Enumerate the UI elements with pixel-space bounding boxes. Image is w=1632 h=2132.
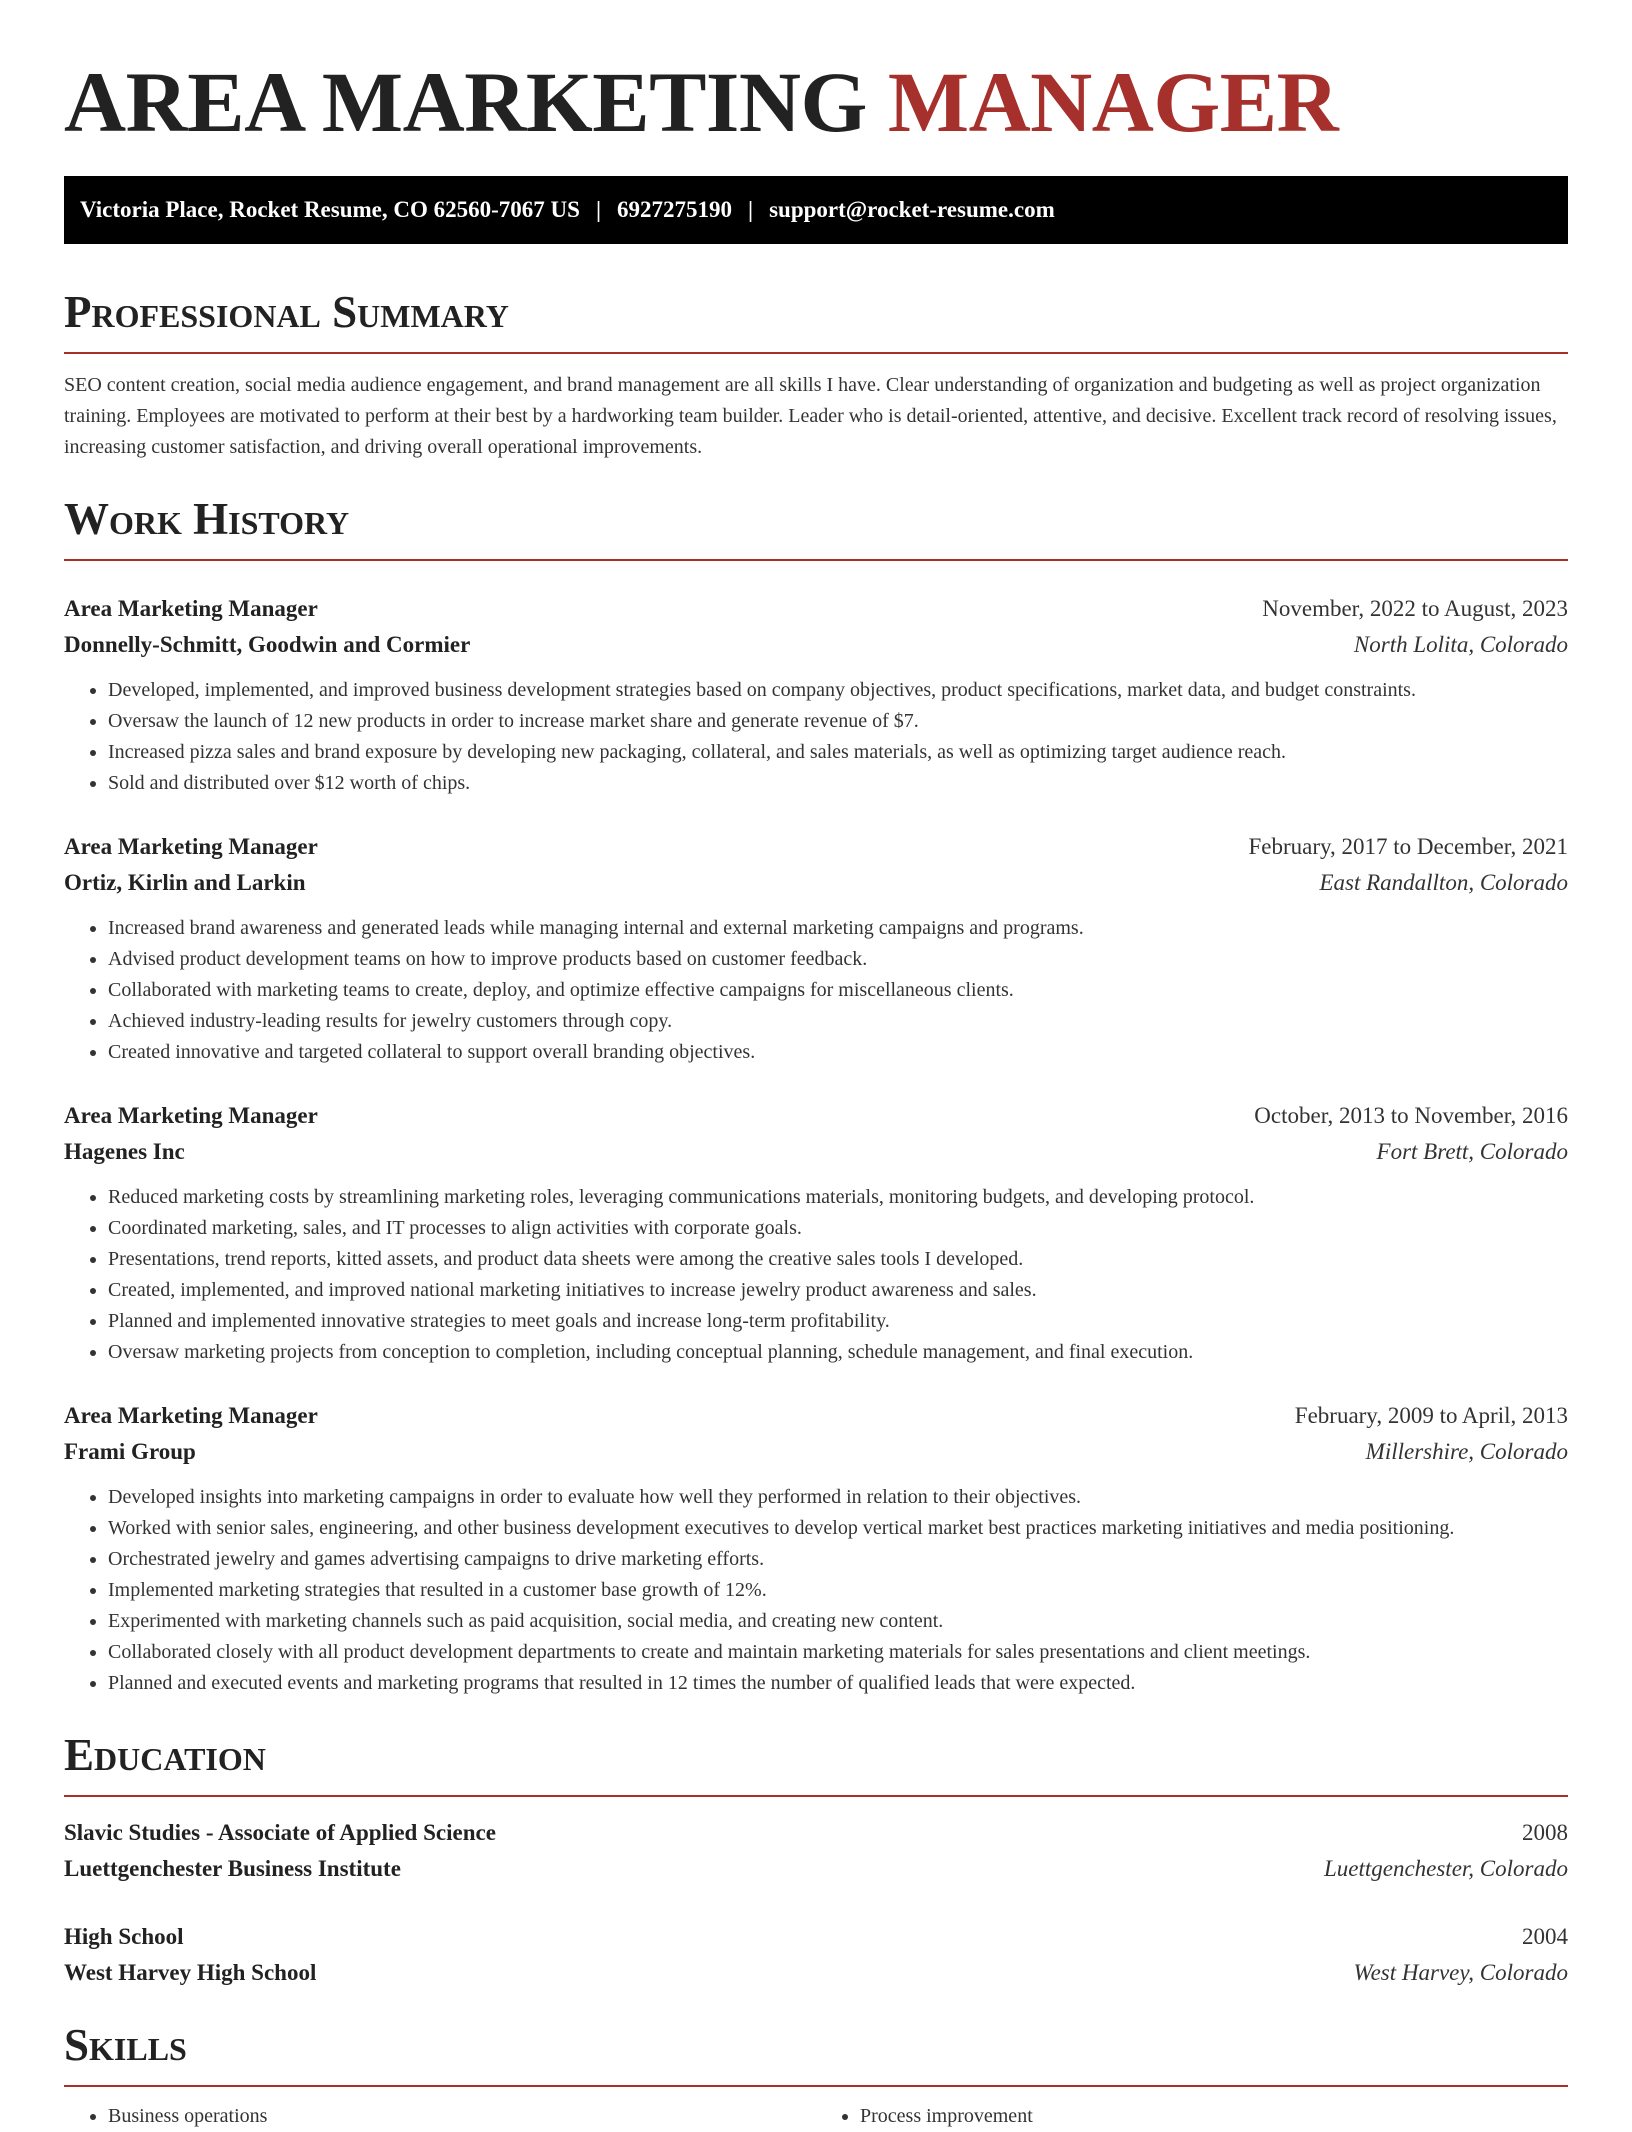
job-company: Hagenes Inc [64,1139,185,1164]
job-entry [64,1098,1568,1368]
title-main: AREA MARKETING [64,54,867,150]
summary-text: SEO content creation, social media audience engagement, and brand management are all skills I have. Clear understanding of organization and budgeting as well as project organization training. Employees are motivated to perform at their best by a hardworking team builder. Leader who is detail-oriented, attentive, and decisive. Excellent track record of resolving issues, increasing customer satisfaction, and driving overall operational improvements. [64,374,1557,458]
job-location: Fort Brett, Colorado [1376,1139,1568,1164]
job-bullet: • Coordinated marketing, sales, and IT processes to align activities with corporate goals. [108,1213,1568,1244]
job-location: North Lolita, Colorado [1353,632,1568,657]
section-divider [64,352,1568,354]
job-bullets [64,913,1568,1068]
skills-column-left [64,2101,816,2132]
resume-title [64,0,1568,152]
skills-column-right [816,2101,1568,2132]
job-header-row [64,1098,1568,1134]
job-company-row [64,627,1568,663]
job-bullet: • Increased pizza sales and brand exposure by developing new packaging, collateral, and sales materials, as well as optimizing target audience reach. [108,737,1568,768]
skills-section [64,2019,1568,2132]
education-entry [64,1815,1568,1887]
summary-section [64,286,1568,463]
skills-list [64,2101,1568,2132]
job-company-row [64,1134,1568,1170]
job-bullet: • Experimented with marketing channels such as paid acquisition, social media, and creating new content. [108,1606,1568,1637]
job-bullet: • Planned and implemented innovative strategies to meet goals and increase long-term profitability. [108,1306,1568,1337]
job-bullet: • Oversaw the launch of 12 new products in order to increase market share and generate revenue of $7. [108,706,1568,737]
section-divider [64,2085,1568,2087]
section-divider [64,1795,1568,1797]
education-school-row [64,1851,1568,1887]
education-degree-row [64,1815,1568,1851]
job-bullet: • Reduced marketing costs by streamlining marketing roles, leveraging communications materials, monitoring budgets, and developing protocol. [108,1182,1568,1213]
job-bullet: • Worked with senior sales, engineering, and other business development executives to develop vertical market best practices marketing initiatives and media positioning. [108,1513,1568,1544]
job-bullets [64,675,1568,799]
education-year: 2008 [1522,1820,1568,1845]
education-year: 2004 [1522,1924,1568,1949]
education-degree: High School [64,1924,184,1949]
contact-phone: 6927275190 [617,197,733,222]
job-bullet: • Orchestrated jewelry and games advertising campaigns to drive marketing efforts. [108,1544,1568,1575]
job-bullet: • Sold and distributed over $12 worth of chips. [108,768,1568,799]
job-bullet: • Planned and executed events and marketing programs that resulted in 12 times the number of qualified leads that were expected. [108,1668,1568,1699]
education-school-row [64,1955,1568,1991]
job-bullets [64,1182,1568,1368]
education-location: West Harvey, Colorado [1353,1960,1568,1985]
job-location: East Randallton, Colorado [1319,870,1568,895]
job-header-row [64,591,1568,627]
job-company: Ortiz, Kirlin and Larkin [64,870,306,895]
job-entry [64,1398,1568,1699]
job-header-row [64,829,1568,865]
job-company-row [64,865,1568,901]
job-dates: February, 2009 to April, 2013 [1294,1403,1568,1428]
education-entry [64,1919,1568,1991]
job-bullet: • Developed, implemented, and improved business development strategies based on company objectives, product specifications, market data, and budget constraints. [108,675,1568,706]
education-school: West Harvey High School [64,1960,317,1985]
job-dates: November, 2022 to August, 2023 [1262,596,1568,621]
job-entry [64,591,1568,799]
job-company: Donnelly-Schmitt, Goodwin and Cormier [64,632,471,657]
contact-separator: | [595,197,602,222]
education-degree: Slavic Studies - Associate of Applied Science [64,1820,496,1845]
section-heading-summary: Professional Summary [64,287,509,337]
job-bullet: • Collaborated closely with all product development departments to create and maintain marketing materials for sales presentations and client meetings. [108,1637,1568,1668]
job-company-row [64,1434,1568,1470]
job-company: Frami Group [64,1439,196,1464]
job-title: Area Marketing Manager [64,1103,318,1128]
title-accent: MANAGER [887,54,1339,150]
section-heading-skills: Skills [64,2020,187,2070]
job-bullet: • Collaborated with marketing teams to create, deploy, and optimize effective campaigns for miscellaneous clients. [108,975,1568,1006]
job-bullet: • Oversaw marketing projects from conception to completion, including conceptual planning, schedule management, and final execution. [108,1337,1568,1368]
skill-item: • Process improvement [860,2101,1568,2132]
job-dates: February, 2017 to December, 2021 [1248,834,1568,859]
section-divider [64,559,1568,561]
contact-email: support@rocket-resume.com [769,197,1055,222]
skill-item: • Business operations [108,2101,816,2132]
job-title: Area Marketing Manager [64,834,318,859]
job-bullet: • Developed insights into marketing campaigns in order to evaluate how well they performed in relation to their objectives. [108,1482,1568,1513]
job-bullet: • Advised product development teams on how to improve products based on customer feedback. [108,944,1568,975]
job-dates: October, 2013 to November, 2016 [1254,1103,1568,1128]
job-title: Area Marketing Manager [64,1403,318,1428]
job-bullet: • Created innovative and targeted collateral to support overall branding objectives. [108,1037,1568,1068]
job-bullets [64,1482,1568,1699]
job-title: Area Marketing Manager [64,596,318,621]
education-degree-row [64,1919,1568,1955]
job-bullet: • Presentations, trend reports, kitted assets, and product data sheets were among the creative sales tools I developed. [108,1244,1568,1275]
education-school: Luettgenchester Business Institute [64,1856,401,1881]
contact-bar [64,176,1568,244]
job-bullet: • Created, implemented, and improved national marketing initiatives to increase jewelry product awareness and sales. [108,1275,1568,1306]
section-heading-work-history: Work History [64,494,350,544]
education-location: Luettgenchester, Colorado [1323,1856,1568,1881]
contact-address: Victoria Place, Rocket Resume, CO 62560-7067 US [80,197,580,222]
contact-separator: | [748,197,754,222]
job-bullet: • Implemented marketing strategies that resulted in a customer base growth of 12%. [108,1575,1568,1606]
job-header-row [64,1398,1568,1434]
job-bullet: • Increased brand awareness and generated leads while managing internal and external marketing campaigns and programs. [108,913,1568,944]
job-location: Millershire, Colorado [1365,1439,1568,1464]
job-entry [64,829,1568,1068]
work-history-section [64,493,1568,1699]
education-section [64,1729,1568,1991]
section-heading-education: Education [64,1730,266,1780]
job-bullet: • Achieved industry-leading results for jewelry customers through copy. [108,1006,1568,1037]
